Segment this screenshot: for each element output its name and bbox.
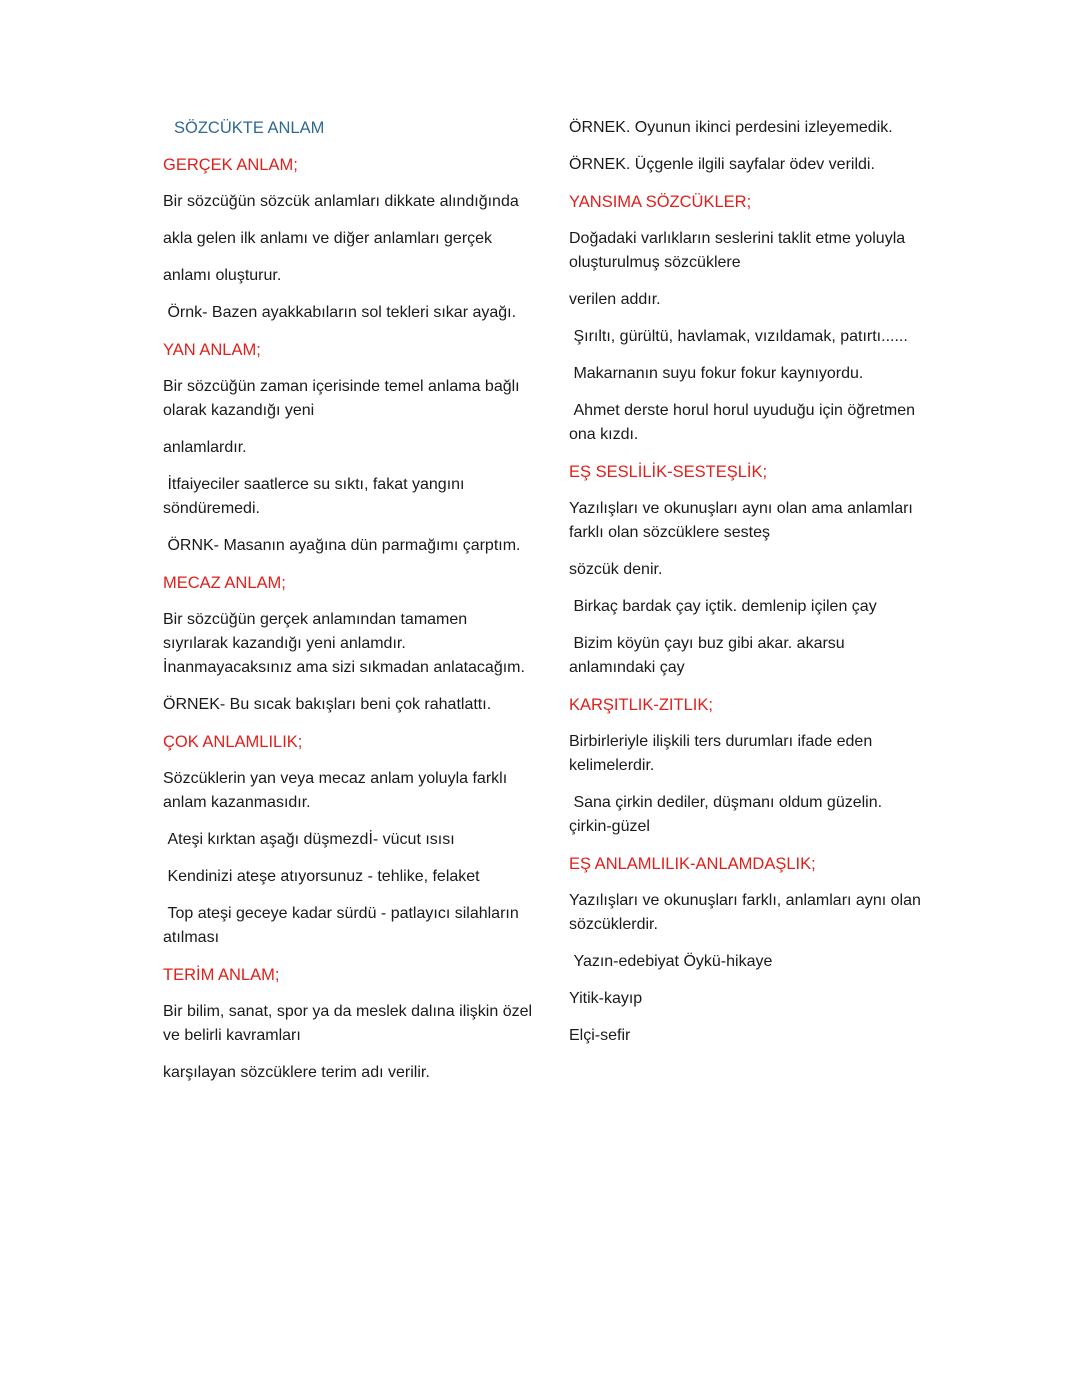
section-heading: GERÇEK ANLAM; [163,156,298,174]
paragraph: Yazılışları ve okunuşları farklı, anlamları aynı olan sözcüklerdir. [569,892,926,933]
paragraph: İtfaiyeciler saatlerce su sıktı, fakat yangını söndüremedi. [163,476,469,517]
left-column [163,116,537,1098]
section-heading: EŞ ANLAMLILIK-ANLAMDAŞLIK; [569,855,816,873]
paragraph: sözcük denir. [569,561,663,578]
section-heading: YAN ANLAM; [163,341,261,359]
paragraph: Bir sözcüğün sözcük anlamları dikkate alındığında [163,193,519,210]
right-column [569,116,929,1061]
paragraph: Yazılışları ve okunuşları aynı olan ama anlamları farklı olan sözcüklere sesteş [569,500,918,541]
paragraph: anlamlardır. [163,439,247,456]
paragraph: ÖRNEK. Oyunun ikinci perdesini izleyemedik. [569,119,893,136]
paragraph: Top ateşi geceye kadar sürdü - patlayıcı silahların atılması [163,905,524,946]
paragraph: Ahmet derste horul horul uyuduğu için öğretmen ona kızdı. [569,402,920,443]
paragraph: ÖRNK- Masanın ayağına dün parmağımı çarptım. [163,537,521,554]
document-title: SÖZCÜKTE ANLAM [174,119,325,137]
paragraph: anlamı oluşturur. [163,267,282,284]
paragraph: verilen addır. [569,291,661,308]
paragraph: Ateşi kırktan aşağı düşmezdİ- vücut ısısı [163,831,455,848]
paragraph: Makarnanın suyu fokur fokur kaynıyordu. [569,365,864,382]
paragraph: Örnk- Bazen ayakkabıların sol tekleri sıkar ayağı. [163,304,517,321]
section-heading: ÇOK ANLAMLILIK; [163,733,303,751]
section-heading: YANSIMA SÖZCÜKLER; [569,193,752,211]
paragraph: Birbirleriyle ilişkili ters durumları ifade eden kelimelerdir. [569,733,877,774]
paragraph: Yitik-kayıp [569,990,643,1007]
paragraph: Kendinizi ateşe atıyorsunuz - tehlike, felaket [163,868,480,885]
paragraph: Bir sözcüğün gerçek anlamından tamamen sıyrılarak kazandığı yeni anlamdır. İnanmayacaksınız ama sizi sıkmadan anlatacağım. [163,611,525,676]
paragraph: Şırıltı, gürültü, havlamak, vızıldamak, patırtı...... [569,328,908,345]
paragraph: Bir bilim, sanat, spor ya da meslek dalına ilişkin özel ve belirli kavramları [163,1003,537,1044]
paragraph: ÖRNEK- Bu sıcak bakışları beni çok rahatlattı. [163,696,492,713]
paragraph: Sana çirkin dediler, düşmanı oldum güzelin. çirkin-güzel [569,794,887,835]
paragraph: Doğadaki varlıkların seslerini taklit etme yoluyla oluşturulmuş sözcüklere [569,230,910,271]
paragraph: karşılayan sözcüklere terim adı verilir. [163,1064,430,1081]
paragraph: Birkaç bardak çay içtik. demlenip içilen çay [569,598,877,615]
paragraph: ÖRNEK. Üçgenle ilgili sayfalar ödev verildi. [569,156,875,173]
paragraph: Yazın-edebiyat Öykü-hikaye [569,953,773,970]
section-heading: EŞ SESLİLİK-SESTEŞLİK; [569,463,768,481]
paragraph: Elçi-sefir [569,1027,631,1044]
paragraph: Sözcüklerin yan veya mecaz anlam yoluyla farklı anlam kazanmasıdır. [163,770,512,811]
section-heading: MECAZ ANLAM; [163,574,286,592]
section-heading: KARŞITLIK-ZITLIK; [569,696,713,714]
paragraph: akla gelen ilk anlamı ve diğer anlamları gerçek [163,230,493,247]
paragraph: Bizim köyün çayı buz gibi akar. akarsu anlamındaki çay [569,635,850,676]
paragraph: Bir sözcüğün zaman içerisinde temel anlama bağlı olarak kazandığı yeni [163,378,525,419]
section-heading: TERİM ANLAM; [163,966,280,984]
